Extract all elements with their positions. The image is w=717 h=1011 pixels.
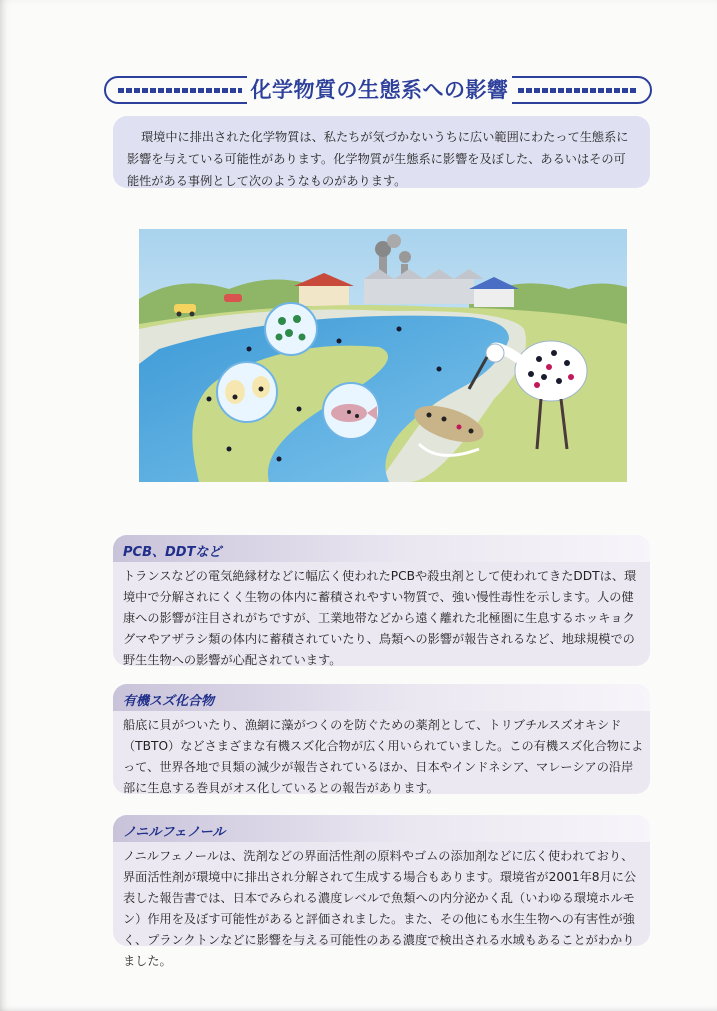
title-banner [104, 72, 652, 110]
intro-box [113, 116, 650, 188]
section-organotin [113, 684, 650, 794]
plankton-bubble [265, 303, 317, 355]
section-header [113, 535, 650, 562]
illustration-svg [139, 229, 627, 482]
small-fish-bubble [217, 362, 277, 422]
section-nonylphenol [113, 815, 650, 968]
page-title: 化学物質の生態系への影響 [247, 72, 512, 108]
section-heading: PCB、DDTなど [123, 545, 222, 560]
title-dash-right [518, 88, 638, 93]
fish-bubble [323, 383, 379, 439]
section-header [113, 684, 650, 711]
section-body: 船底に貝がついたり、漁網に藻がつくのを防ぐための薬剤として、トリブチルスズオキシド（TBTO）などさまざまな有機スズ化合物が広く用いられていました。この有機スズ化合物によって、世界各地で貝類の減少が報告されているほか、日本やインドネシア、マレーシアの沿岸部に生息する巻貝がオス化しているとの報告があります。 [123, 718, 644, 795]
section-body: トランスなどの電気絶縁材などに幅広く使われたPCBや殺虫剤として使われてきたDDTは、環境中で分解されにくく生物の体内に蓄積されやすい物質で、強い慢性毒性を示します。人の健康への影響が注目されがちですが、工業地帯などから遠く離れた北極圏に生息するホッキョクグマやアザラシ類の体内に蓄積されていたり、鳥類への影響が報告されるなど、地球規模での野生生物への影響が心配されています。 [123, 569, 637, 667]
river-ecosystem-illustration [139, 229, 627, 482]
section-pcb-ddt [113, 535, 650, 666]
section-header [113, 815, 650, 842]
section-body: ノニルフェノールは、洗剤などの界面活性剤の原料やゴムの添加剤などに広く使われており、界面活性剤が環境中に排出され分解されて生成する場合もあります。環境省が2001年8月に公表した報告書では、日本でみられる濃度レベルで魚類への内分泌かく乱（いわゆる環境ホルモン）作用を及ぼす可能性があると評価されました。また、その他にも水生生物への有害性が強く、プランクトンなどに影響を与える可能性のある濃度で検出される水域もあることがわかりました。 [123, 849, 637, 968]
section-heading: ノニルフェノール [123, 825, 226, 840]
section-heading: 有機スズ化合物 [123, 694, 215, 709]
title-dash-left [118, 88, 242, 93]
intro-text: 環境中に排出された化学物質は、私たちが気づかないうちに広い範囲にわたって生態系に影響を与えている可能性があります。化学物質が生態系に影響を及ぼした、あるいはその可能性がある事例として次のようなものがあります。 [127, 130, 629, 188]
